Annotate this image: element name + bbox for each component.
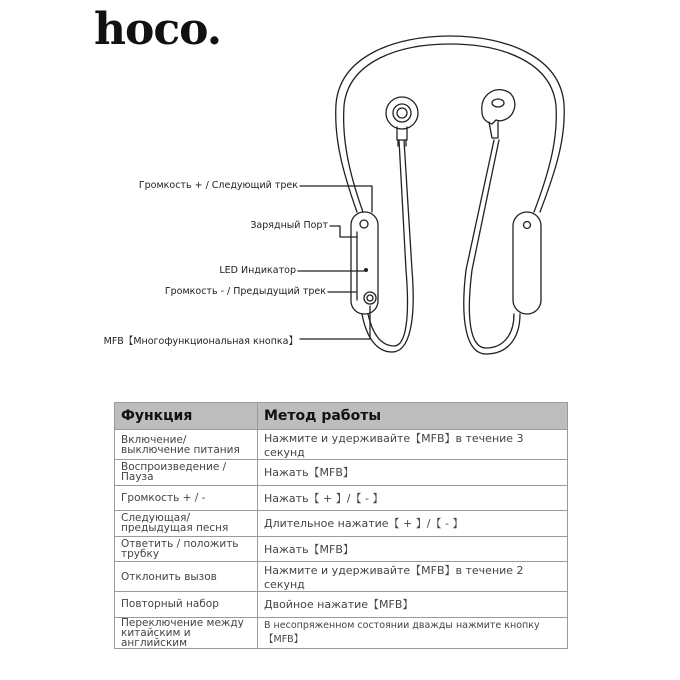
- table-row: [115, 460, 568, 486]
- row-function: Включение/выключение питания: [115, 430, 258, 460]
- row-method: В несопряженном состоянии дважды нажмите кнопку【MFB】: [258, 617, 568, 648]
- row-method: Длительное нажатие【 + 】/【 - 】: [258, 511, 568, 537]
- function-table: [114, 402, 568, 649]
- neckband-inner: [344, 44, 557, 212]
- charging-port-icon: [360, 220, 368, 228]
- row-function: Переключение между китайским и английским: [115, 617, 258, 648]
- row-method: Нажать【 + 】/【 - 】: [258, 485, 568, 511]
- right-cable-inner: [469, 140, 514, 348]
- callout-mfb: MFB【Многофункциональная кнопка】: [103, 336, 298, 347]
- row-function: Отклонить вызов: [115, 562, 258, 592]
- table-row: [115, 485, 568, 511]
- table-row: [115, 562, 568, 592]
- row-method: Нажмите и удерживайте【MFB】в течение 2 секунд: [258, 562, 568, 592]
- row-method: Двойное нажатие【MFB】: [258, 592, 568, 618]
- row-function: Воспроизведение / Пауза: [115, 460, 258, 486]
- mfb-button-icon: [364, 292, 376, 304]
- row-function: Громкость + / -: [115, 485, 258, 511]
- header-method: Метод работы: [258, 403, 568, 430]
- table-row: [115, 536, 568, 562]
- callout-volume-down: Громкость - / Предыдущий трек: [164, 286, 326, 297]
- brand-logo: hoco.: [94, 4, 222, 55]
- table-row: [115, 592, 568, 618]
- row-function: Следующая/ предыдущая песня: [115, 511, 258, 537]
- header-function: Функция: [115, 403, 258, 430]
- callout-volume-up: Громкость + / Следующий трек: [138, 180, 298, 191]
- left-earbud: [386, 97, 418, 129]
- row-method: Нажмите и удерживайте【MFB】в течение 3 секунд: [258, 430, 568, 460]
- table-row: [115, 617, 568, 648]
- table-row: [115, 511, 568, 537]
- right-module: [513, 212, 541, 314]
- row-method: Нажать【MFB】: [258, 460, 568, 486]
- left-cable-inner: [368, 140, 408, 346]
- row-method: Нажать【MFB】: [258, 536, 568, 562]
- callout-led-indicator: LED Индикатор: [219, 265, 296, 276]
- callout-charging-port: Зарядный Порт: [250, 220, 328, 231]
- row-function: Повторный набор: [115, 592, 258, 618]
- row-function: Ответить / положить трубку: [115, 536, 258, 562]
- led-indicator-icon: [365, 269, 368, 272]
- table-header-row: [115, 403, 568, 430]
- table-row: [115, 430, 568, 460]
